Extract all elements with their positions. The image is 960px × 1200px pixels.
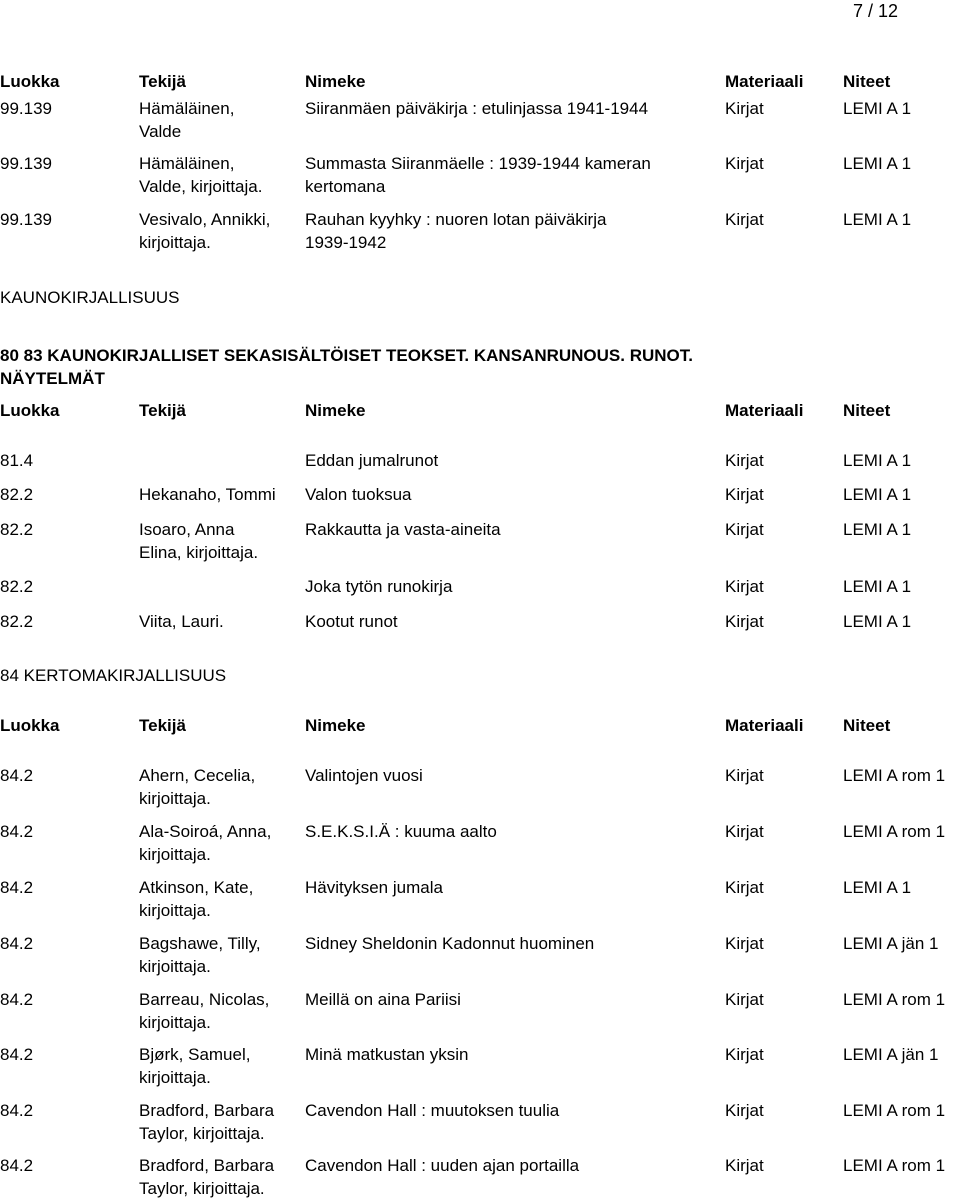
table-row [0,1154,960,1200]
title-line: Summasta Siiranmäelle : 1939-1944 kameran [305,154,651,173]
cell-material: Kirjat [725,154,764,173]
section-title-kaunokirjallisuus: KAUNOKIRJALLISUUS [0,288,180,307]
cell-notes: LEMI A 1 [843,210,912,229]
cell-class: 99.139 [0,99,52,118]
cell-class: 84.2 [0,990,34,1009]
cell-notes: LEMI A rom 1 [843,822,946,841]
cell-class: 81.4 [0,451,34,470]
cell-title: Joka tytön runokirja [305,577,453,596]
header-class: Luokka [0,716,60,735]
cell-title: Kootut runot [305,612,398,631]
cell-class: 82.2 [0,577,34,596]
cell-notes: LEMI A 1 [843,577,912,596]
page-number: 7 / 12 [853,1,899,21]
author-line: Taylor, kirjoittaja. [139,1124,265,1143]
cell-notes: LEMI A 1 [843,878,912,897]
author-line: Valde, kirjoittaja. [139,177,263,196]
cell-material: Kirjat [725,577,764,596]
header-title: Nimeke [305,72,366,91]
cell-notes: LEMI A 1 [843,612,912,631]
header-notes: Niteet [843,716,891,735]
author-line: Ahern, Cecelia, [139,766,256,785]
author-line: kirjoittaja. [139,957,211,976]
author-line: Isoaro, Anna [139,520,235,539]
author-line: Hämäläinen, [139,99,235,118]
cell-author [139,1043,250,1089]
cell-material: Kirjat [725,520,764,539]
cell-material: Kirjat [725,878,764,897]
table-row [0,483,960,506]
table-row [0,1043,960,1089]
cell-class: 84.2 [0,934,34,953]
section-heading-line: 80 83 KAUNOKIRJALLISET SEKASISÄLTÖISET TEOKSET. KANSANRUNOUS. RUNOT. [0,346,693,365]
header-class: Luokka [0,72,60,91]
cell-title: Cavendon Hall : uuden ajan portailla [305,1156,580,1175]
cell-material: Kirjat [725,1156,764,1175]
table-row [0,208,960,254]
cell-author [139,988,269,1034]
cell-class: 99.139 [0,210,52,229]
cell-class: 82.2 [0,485,34,504]
cell-notes: LEMI A rom 1 [843,1101,946,1120]
cell-author [139,876,253,922]
title-line: Siiranmäen päiväkirja : etulinjassa 1941-1944 [305,99,649,118]
cell-author [139,1154,274,1200]
cell-class: 84.2 [0,822,34,841]
author-line: Atkinson, Kate, [139,878,254,897]
author-line: Bradford, Barbara [139,1101,275,1120]
cell-material: Kirjat [725,1101,764,1120]
cell-notes: LEMI A 1 [843,520,912,539]
cell-title [305,97,648,120]
cell-class: 84.2 [0,1045,34,1064]
cell-notes: LEMI A rom 1 [843,1156,946,1175]
table-row [0,97,960,143]
cell-title: S.E.K.S.I.Ä : kuuma aalto [305,822,497,841]
author-line: Hämäläinen, [139,154,235,173]
title-line: kertomana [305,177,386,196]
cell-notes: LEMI A 1 [843,99,912,118]
cell-notes: LEMI A jän 1 [843,1045,939,1064]
header-notes: Niteet [843,72,891,91]
cell-material: Kirjat [725,485,764,504]
cell-author [139,208,270,254]
cell-notes: LEMI A 1 [843,451,912,470]
author-line: kirjoittaja. [139,1013,211,1032]
table-row [0,988,960,1034]
table-header [0,70,960,93]
cell-author [139,820,271,866]
header-title: Nimeke [305,716,366,735]
cell-author [139,764,255,810]
cell-notes: LEMI A 1 [843,485,912,504]
author-line: Bradford, Barbara [139,1156,275,1175]
cell-class: 84.2 [0,1101,34,1120]
cell-material: Kirjat [725,99,764,118]
cell-title: Sidney Sheldonin Kadonnut huominen [305,934,595,953]
cell-notes: LEMI A rom 1 [843,766,946,785]
table-row [0,764,960,810]
table-row [0,449,960,472]
section-heading [0,344,960,390]
table-header [0,399,960,422]
cell-material: Kirjat [725,451,764,470]
author-line: Valde [139,122,182,141]
cell-title: Cavendon Hall : muutoksen tuulia [305,1101,560,1120]
cell-class: 82.2 [0,520,34,539]
section-heading: 84 KERTOMAKIRJALLISUUS [0,666,227,685]
cell-title: Valon tuoksua [305,485,412,504]
header-class: Luokka [0,401,60,420]
title-line: Rauhan kyyhky : nuoren lotan päiväkirja [305,210,607,229]
cell-class: 84.2 [0,878,34,897]
cell-notes: LEMI A 1 [843,154,912,173]
cell-class: 84.2 [0,766,34,785]
author-line: kirjoittaja. [139,901,211,920]
header-material: Materiaali [725,716,804,735]
author-line: kirjoittaja. [139,233,211,252]
cell-class: 99.139 [0,154,52,173]
table-row [0,518,960,564]
cell-author [139,518,258,564]
table-row [0,1099,960,1145]
cell-class: 84.2 [0,1156,34,1175]
cell-title: Eddan jumalrunot [305,451,439,470]
cell-class: 82.2 [0,612,34,631]
table-row [0,610,960,633]
cell-title: Rakkautta ja vasta-aineita [305,520,501,539]
cell-title: Meillä on aina Pariisi [305,990,461,1009]
table-row [0,876,960,922]
header-title: Nimeke [305,401,366,420]
author-line: Barreau, Nicolas, [139,990,270,1009]
author-line: Elina, kirjoittaja. [139,543,259,562]
cell-notes: LEMI A rom 1 [843,990,946,1009]
table-row [0,820,960,866]
header-material: Materiaali [725,72,804,91]
cell-author: Hekanaho, Tommi [139,485,276,504]
title-line: 1939-1942 [305,233,387,252]
author-line: kirjoittaja. [139,789,211,808]
cell-material: Kirjat [725,210,764,229]
header-notes: Niteet [843,401,891,420]
cell-material: Kirjat [725,612,764,631]
cell-material: Kirjat [725,822,764,841]
author-line: kirjoittaja. [139,845,211,864]
author-line: Taylor, kirjoittaja. [139,1179,265,1198]
header-author: Tekijä [139,72,186,91]
author-line: Bagshawe, Tilly, [139,934,261,953]
table-row [0,932,960,978]
header-author: Tekijä [139,716,186,735]
cell-title: Valintojen vuosi [305,766,423,785]
cell-title [305,152,651,198]
author-line: kirjoittaja. [139,1068,211,1087]
author-line: Vesivalo, Annikki, [139,210,271,229]
table-header [0,714,960,737]
cell-title [305,208,606,254]
cell-author [139,932,261,978]
author-line: Ala-Soiroá, Anna, [139,822,272,841]
cell-title: Minä matkustan yksin [305,1045,469,1064]
header-author: Tekijä [139,401,186,420]
cell-material: Kirjat [725,766,764,785]
table-row [0,575,960,598]
author-line: Bjørk, Samuel, [139,1045,251,1064]
section-heading-line: NÄYTELMÄT [0,369,105,388]
table-row [0,152,960,198]
cell-notes: LEMI A jän 1 [843,934,939,953]
cell-author [139,97,234,143]
cell-material: Kirjat [725,990,764,1009]
cell-author: Viita, Lauri. [139,612,224,631]
cell-title: Hävityksen jumala [305,878,443,897]
cell-author [139,152,262,198]
cell-material: Kirjat [725,934,764,953]
cell-material: Kirjat [725,1045,764,1064]
cell-author [139,1099,274,1145]
header-material: Materiaali [725,401,804,420]
